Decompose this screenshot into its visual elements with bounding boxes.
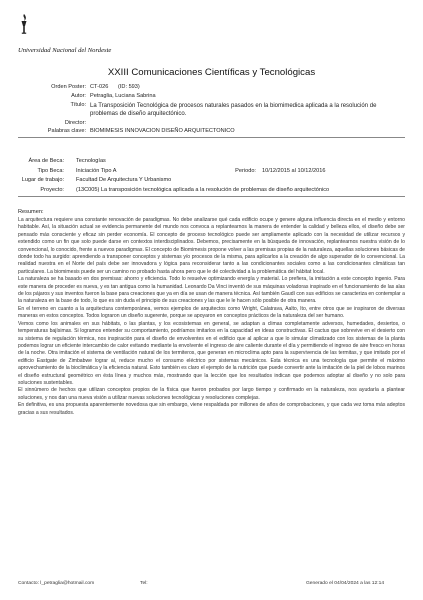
resumen-paragraph: Vemos como los animales en sus hábitats, o las plantas, y los ecosistemas en general, se adaptan a climas completamente adversos, humedades, desiertos, o temperaturas bajísimas. Si logramos entender su comportamiento, podríamos imitarlos en la capacidad en ideas constructivas. El cactus que sobrevive en el desierto con su sistema de regulación térmica, nos inspiración para el diseño de envolventes en el edificio que al aplicar a que lo simular climatizado con los sistemas de la planta podemos lograr un eficiente intercambio de calor evitando mediante la envolvente el ingreso de aire caliente durante el día y permitiendo el ingreso de aire fresco en horas de la noche. Otra imitación el sistema de ventilación natural de los termiteros, que generan en microclima apto para la supervivencia de las termitas, y que imitado por el edificio Eastgate de Zimbabwe lograr al, reduce mucho el consumo eléctrico por sistemas mecánicos. Esta técnica es una tecnología que permite el máximo aprovechamiento de la bioclimática y la eficiencia natural. Esto también es claro el ejemplo de la nutrición que puede convertir ante la imitación de la piel de lobos marinos el diseño estructural geométrico en ésta línea y muchos más, mostrando que la lección que los resultados indican que podemos adoptar al diseño y no solo para soluciones sustentables. — [18, 320, 405, 386]
resumen-paragraph: En el terreno en cuanto a la arquitectura contemporánea, vemos ejemplos de arquitectos como Wright, Calatrava, Aalto, Ito, entre otros que se inspiraron de diversas maneras en estos conceptos. Todos lograron un diseño sugerente, porque se apoyaron en conceptos prácticos de la naturaleza del ser humano. — [18, 305, 405, 320]
autor-label: Autor: — [71, 93, 86, 99]
tipo-beca-label: Tipo Beca: — [37, 168, 64, 174]
palabras-clave-value: BIOMIMESIS INNOVACION DISEÑO ARQUITECTONICO — [90, 128, 235, 134]
periodo-value: 10/12/2015 al 10/12/2016 — [262, 168, 326, 174]
palabras-clave-label: Palabras clave: — [47, 128, 86, 134]
resumen-paragraph: La arquitectura requiere una constante renovación de paradigmas. No debe analizarse qué cada edificio ocupe y genere alguna influencia directa en el medio y entorno habitable. Así, la situación actual se evidencia permanente del mundo nos convoca a replantearnos la manera de entender la calidad y belleza ellos, el diseño debe ser pensado más consciente y eficaz sin perder economía. El concepto de proceso tecnológico puede ser ampliamente aplicado con la necesidad de utilizar recursos y extendido como un fin que solo puede darse en contextos interdisciplinados. Debemos, precisamente en la búsqueda de innovación, replantearnos nuestra visión de lo convencional, lo conocido, frente a nuevos paradigmas. El concepto de Biomimesis propone volver a las premisas propias de la naturaleza, aquellas soluciones básicas de donde todo ha surgido: aprendiendo a transponer conceptos y sistemas y/o procesos de la misma, para aplicarlos a la creación de algo superador de lo convencional. La realidad nuestra en el Norte del país debe ser innovadora y lógica para reconsiderar tanto a las condicionantes sociales como a las condicionantes climáticas tan particulares. La biomimesis puede ser un camino no probado hasta ahora pero que le dé colectividad a la problemática del hábitat local. — [18, 217, 405, 275]
director-label: Director: — [64, 120, 86, 126]
resumen-paragraph: En definitiva, es una propuesta aparentemente novedosa que sin embargo, viene respaldada por millones de años de comprobaciones, y que cada vez toma más adeptos gracias a sus resultados. — [18, 402, 405, 416]
proyecto-value: (13C005) La transposición tecnológica aplicada a la resolución de problemas de diseño arquitectónico — [76, 187, 330, 193]
page-title: XXIII Comunicaciones Científicas y Tecnológicas — [107, 67, 316, 78]
university-name: Universidad Nacional del Nordeste — [18, 47, 112, 54]
titulo-label: Título: — [70, 102, 86, 108]
autor-value: Petraglia, Luciana Sabrina — [90, 93, 156, 99]
area-beca-label: Área de Beca: — [28, 158, 64, 164]
proyecto-label: Proyecto: — [40, 187, 64, 193]
resumen-paragraph: La naturaleza se ha basado en dos premisas: ahorro y eficiencia. Todo lo resuelve optimizando energía y material. Lo prefiera, la imitación a este concepto ingenio. Para este manera de proceder es nueva, y es tan antigua como la humanidad. Leonardo Da Vinci inventó de sus máquinas voladoras inspirado en el funcionamiento de las alas de los pájaros y sus inventos fueron la base para creaciones que ya en día se usan de manera técnica. Así también Gaudí con sus edificios se caracteriza en contemplar a la naturaleza en la base de todo, lo que es sin duda el principio de sus creaciones y las que le le hacen sólo posible de otra manera. — [18, 276, 405, 305]
orden-value: CT-026 — [90, 84, 109, 90]
footer-generated: Generado el 04/04/2024 a las 12:14 — [306, 581, 385, 586]
lugar-trabajo-value: Facultad De Arquitectura Y Urbanismo — [76, 177, 172, 183]
orden-label: Orden Poster: — [51, 84, 86, 90]
divider — [18, 137, 405, 138]
record-id: (ID: 593) — [118, 84, 140, 90]
university-logo-icon — [18, 14, 30, 34]
footer-tel: Tel: — [140, 581, 148, 586]
divider — [18, 196, 405, 197]
area-beca-value: Tecnologías — [76, 158, 106, 164]
resumen-paragraph: El sinnúmero de hechos que utilizan conceptos propios de la física que fueron probados por largo tiempo y confirmado en la naturaleza, nos ayudaría a plantear soluciones, y nos dan una nueva visión a utilizar nuevas soluciones tecnológicas y resoluciones complejas. — [18, 387, 405, 401]
tipo-beca-value: Iniciación Tipo A — [76, 168, 117, 174]
lugar-trabajo-label: Lugar de trabajo: — [21, 177, 64, 183]
footer-contact: Contacto: l_petraglia@hotmail.com — [18, 581, 95, 586]
titulo-value: La Transposición Tecnológica de procesos naturales pasados en la biomimedica aplicada a la resolución de problemas de diseño arquitectónico. — [90, 103, 377, 117]
periodo-label: Periodo: — [235, 168, 256, 174]
resumen-heading: Resumen: — [18, 209, 44, 215]
resumen-body — [18, 217, 405, 417]
